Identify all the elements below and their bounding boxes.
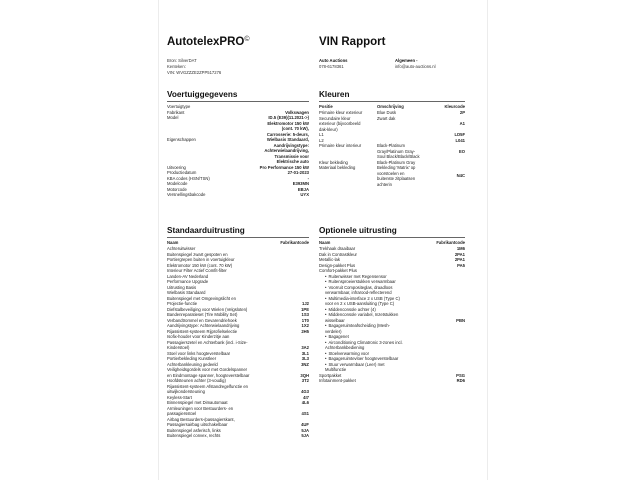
optional-item-code: 2PA1 (454, 257, 465, 262)
vehicle-row-value: Volkswagen (285, 109, 309, 115)
vin-line: VIN: WVGZZZE2ZPP517276 (167, 70, 222, 76)
vehicle-row-label: KBA codes (HSN/TSN) (167, 175, 210, 181)
contact-general (395, 58, 436, 70)
standard-column-code: Fabrikantcode (280, 240, 309, 245)
standard-item-name: Rijassistent-systeem Afstandregelfunctie en uitwijkondersteuning (167, 383, 248, 394)
optional-item-name: Design-pakket Plus (319, 262, 356, 268)
vehicle-row-value: Pro Performance 150 kW (259, 164, 309, 170)
standard-item-name: Achteruitwisser (167, 246, 196, 251)
color-description: Black-Platinum Gray (377, 159, 416, 165)
color-code: LD5F (454, 132, 465, 137)
standard-item-code: 1J2 (302, 301, 309, 306)
vehicle-row-label: Uitvoering (167, 164, 186, 170)
vehicle-row-value: UYX (300, 192, 309, 197)
standard-item-name: Landen-AV Nederland (167, 273, 209, 279)
color-position: Kleur bekleding (319, 159, 348, 165)
optional-item-name: Sportpakket (319, 372, 342, 378)
standard-item-name: Veiligheidsgordels voor met Gordelspanner en Eindmontage spanner, hoogteverstelbaar (167, 367, 250, 378)
standard-item-name: Performance Upgrade (167, 279, 209, 284)
optional-item-code: 2PA1 (454, 251, 465, 257)
vehicle-row-value: Carrosserie: 5-deurs, (266, 131, 309, 137)
vehicle-row-label: Fabrikant (167, 109, 185, 115)
color-code: 2P (459, 110, 465, 115)
optional-item-name: • Middenconsole variabel, Inzetstukken wisselbaar (325, 312, 439, 323)
optional-item-name: • Multimedia-interface 2 x USB (Type C) voor en 2 x USB-aansluiting (Type C) (325, 296, 439, 307)
standard-item-code: 4I7 (303, 394, 309, 400)
vehicle-divider (167, 101, 309, 102)
optional-item-name: Metallic-lak (319, 257, 340, 262)
standard-divider (167, 237, 309, 238)
standard-item-name: Keyless-Start (167, 394, 192, 400)
vehicle-row-value: ID.5 (E39)(11.2021->) (268, 115, 309, 120)
vehicle-row-label: Eigenschappen (167, 137, 196, 142)
colors-column-header: Kleurcode (444, 104, 465, 109)
standard-item-name: Diefstalbeveiliging voor Wielen (Velgsloten) (167, 306, 248, 312)
standard-item-name: Stoel voor links hoogteverstelbaar (167, 350, 231, 356)
vehicle-heading: Voertuiggegevens (167, 90, 238, 99)
source-info (167, 58, 221, 77)
standard-item-code: 3QH (300, 372, 309, 378)
optional-item-code: PBN (456, 317, 465, 323)
color-position: Primaire kleur exterieur (319, 110, 363, 115)
standard-item-name: Bandenreparatieset (Tire Mobility Set) (167, 312, 238, 317)
standard-item-name: Interieur Filter Actief Comfit-filter (167, 268, 227, 273)
optional-column-name: Naam (319, 240, 331, 245)
color-position: Primaire kleur interieur (319, 143, 362, 148)
standard-item-code: 1PE (301, 306, 309, 312)
color-description: Zwart dak (377, 115, 396, 121)
vehicle-row-label: Modelcode (167, 181, 188, 186)
optional-item-name: • Voorruit Compositeglas, draadloos verwarmbaar, infrarood-reflecterend (325, 285, 439, 296)
report-title: VIN Rapport (319, 36, 386, 48)
standard-item-code: 4G3 (301, 389, 309, 394)
optional-item-name: • Ruitensproeierstukken verwarmbaar (325, 279, 439, 285)
vehicle-row-value: Aandrijvingstype: Achterwielaandrijving, (264, 142, 309, 153)
standard-item-name: Uitrusting Basis (167, 284, 197, 290)
optional-item-name: Infotainment-pakket (319, 378, 356, 383)
color-description: Blue Dusk (377, 110, 397, 115)
vehicle-row-label: Productiedatum (167, 170, 197, 175)
standard-item-code: 3NZ (301, 361, 309, 367)
standard-item-name: Portierbekleding Kunstleer (167, 356, 217, 361)
vehicle-row-label: Model (167, 115, 179, 120)
color-position: L1 (319, 132, 324, 137)
optional-item-code: PA5 (457, 262, 465, 268)
standard-heading: Standaarduitrusting (167, 226, 245, 235)
optional-item-name: • Stuur verwarmbaar (Leer) met Multifunctie (325, 362, 439, 373)
optional-column-code: Fabrikantcode (436, 240, 465, 245)
standard-item-name: Buitenspiegel met Omgevingslicht en Projectie-functie (167, 295, 236, 306)
optional-item-name: • Bagageruimteafscheiding (Mesh- verdeler) (325, 323, 439, 334)
vehicle-row-label: Versnellingsbakcode (167, 192, 206, 197)
optional-item-name: Dak in Contrastkleur (319, 251, 357, 257)
colors-column-header: Positie (319, 104, 333, 109)
optional-item-name: • Airconditioning Climatronic 3-zones incl. Achterbankbediening (325, 340, 439, 351)
vehicle-row-value: Elektromotor 150 kW (cont. 70 kW), (267, 120, 309, 131)
optional-item-name: • Middenconsole achter (4) (325, 307, 439, 313)
standard-item-name: Binnenspiegel met Dimautomaat (167, 400, 228, 405)
optional-item-code: PSG (456, 372, 465, 378)
contact-name: Algemeen - (395, 58, 418, 63)
standard-item-code: 4UF (301, 422, 309, 427)
standard-item-code: 4L6 (301, 400, 309, 405)
color-description: Bekleding 'Matrix' op voorstoelen en buitenste zitplaatsen achterin (377, 165, 416, 187)
standard-item-name: Portiergrepen buiten in voertuigkleur (167, 257, 235, 262)
standard-item-code: 1S3 (301, 312, 309, 317)
vehicle-row-value: EBJA (297, 186, 309, 192)
contact-name: Auto Auctions (319, 58, 348, 63)
standard-column-name: Naam (167, 240, 179, 245)
standard-item-name: Armleuningen voor Bestuurders- en passagiersstoel (167, 405, 234, 416)
optional-heading: Optionele uitrusting (319, 226, 397, 235)
standard-item-name: Airbag Bestuurders-/passagierskant, Passagiersairbag uitschakelbaar (167, 416, 235, 427)
source-line: Bron: SilverDAT (167, 58, 197, 63)
colors-divider (319, 101, 465, 102)
standard-item-name: Achterbankleuning gedeeld (167, 361, 218, 367)
standard-item-code: 4S1 (301, 411, 309, 416)
optional-divider (319, 237, 465, 238)
standard-item-name: Rijassistent-systeem Rijprofielselectie (167, 328, 238, 334)
standard-item-name: Buitenspiegel convex, rechts (167, 433, 221, 438)
optional-item-name: Trekhaak draaibaar (319, 246, 356, 251)
standard-item-name: Aandrijvingstype: Achterwielaandrijving (167, 323, 240, 328)
optional-item-name: • Stoelverwarming voor (325, 351, 439, 357)
color-code: N4C (456, 173, 465, 179)
standard-item-code: 5JA (301, 433, 309, 438)
standard-item-code: 2H5 (301, 328, 309, 334)
color-description: Black-Platinum Gray/Platinum Gray- Soul Black/Black/Black (377, 143, 420, 159)
plate-line: Kenteken: (167, 64, 186, 70)
optional-item-name: • Bagageruimtevloer hoogteverstelbaar (325, 356, 439, 362)
vehicle-row-value: Transmissie voor Elektrische auto (274, 153, 309, 164)
vehicle-row-value: Wielbasis Standaard, (266, 137, 309, 142)
standard-item-code: 3T2 (301, 378, 309, 383)
standard-item-code: 3L3 (301, 356, 309, 361)
standard-item-code: 5JA (301, 427, 309, 433)
standard-item-name: Buitenspiegel zwart gespoten en (167, 251, 228, 257)
standard-item-name: Hoofdsteunen achter (3-voudig) (167, 378, 226, 383)
standard-item-code: 3A2 (301, 345, 309, 350)
standard-item-code: 1X2 (301, 323, 309, 328)
optional-item-code: RD6 (456, 378, 465, 383)
vehicle-row-value: E393MN (292, 181, 309, 186)
standard-item-code: 3L1 (301, 350, 309, 356)
color-position: Materiaal bekleding (319, 165, 356, 170)
vehicle-row-label: Motorcode (167, 186, 187, 192)
color-position: Secundaire kleur exterieur (bijvoorbeeld dak-kleur) (319, 115, 361, 132)
brand-logo: AutotelexPRO© (167, 36, 250, 48)
optional-item-name: Comfort-pakket Plus (319, 268, 357, 273)
optional-item-name: • Ruitenwisser met Regensensor (325, 274, 439, 280)
optional-item-name: • Bagagenet (325, 334, 439, 340)
standard-item-name: Wielbasis Standaard (167, 290, 206, 295)
vehicle-row-value: - (307, 175, 309, 181)
standard-item-name: Verbandtrommel en Gevarendriehoek (167, 317, 237, 323)
standard-item-name: Buitenspiegel asferisch, links (167, 427, 221, 433)
contact-email[interactable]: info@auto-auctions.nl (395, 64, 436, 70)
contact-phone[interactable]: 078-6178361 (319, 64, 344, 70)
standard-item-name: Isofix-houder voor Kinderzitje aan Passagierszetel en Achterbank (incl. i-Size- Kinderstoel) (167, 334, 248, 350)
optional-item-code: 1M6 (456, 246, 465, 251)
standard-item-code: 1T0 (301, 317, 309, 323)
colors-heading: Kleuren (319, 90, 350, 99)
vehicle-row-label: Voertuigtype (167, 104, 191, 109)
colors-column-header: Omschrijving (377, 104, 404, 109)
color-position: L2 (319, 137, 324, 143)
standard-item-name: Elektromotor 150 kW (cont. 70 kW) (167, 262, 233, 268)
color-code: A1 (459, 121, 465, 126)
vehicle-row-value: 27-01-2023 (287, 170, 309, 175)
color-code: EO (458, 148, 465, 154)
color-code: L041 (455, 137, 465, 143)
report-page (158, 0, 488, 480)
contact-auctions (319, 58, 347, 70)
